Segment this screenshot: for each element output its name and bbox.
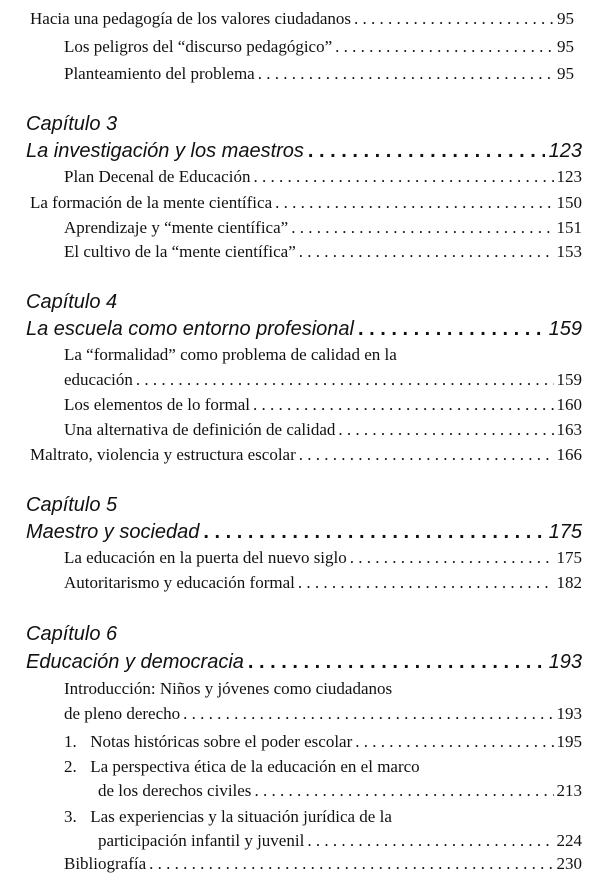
toc-entry[interactable] [98, 780, 582, 802]
toc-entry[interactable] [64, 166, 582, 188]
toc-entry[interactable] [30, 8, 574, 30]
toc-entry[interactable] [64, 36, 574, 58]
toc-dot-leader [291, 217, 553, 239]
toc-dot-leader [338, 419, 553, 441]
toc-entry-title-line1: La “formalidad” como problema de calidad en la [64, 345, 397, 364]
toc-entry-number: 3. [64, 807, 77, 826]
toc-entry-title: Notas históricas sobre el poder escolar [90, 732, 353, 751]
toc-entry-page: 95 [557, 64, 574, 83]
toc-entry-title: El cultivo de la “mente científica” [64, 242, 296, 261]
toc-entry-title-line1: Introducción: Niños y jóvenes como ciudadanos [64, 679, 393, 698]
chapter-page: 175 [548, 521, 582, 543]
chapter-4-title-entry[interactable] [26, 316, 582, 342]
toc-entry[interactable] [64, 217, 582, 239]
toc-dot-leader [258, 63, 554, 85]
toc-entry[interactable] [64, 572, 582, 594]
chapter-page: 159 [548, 318, 582, 340]
toc-dot-leader [308, 138, 545, 164]
chapter-6-title-entry[interactable] [26, 649, 582, 675]
toc-entry-title: Bibliografía [64, 854, 147, 873]
toc-entry-page: 159 [556, 370, 582, 389]
toc-entry-page: 182 [556, 573, 582, 592]
toc-entry[interactable] [64, 547, 582, 569]
toc-entry-title: Una alternativa de definición de calidad [64, 420, 336, 439]
chapter-title: La investigación y los maestros [26, 140, 304, 162]
toc-entry-page: 95 [557, 37, 574, 56]
toc-entry[interactable] [64, 241, 582, 263]
toc-entry[interactable] [64, 419, 582, 441]
toc-dot-leader [136, 369, 554, 391]
toc-entry-page: 95 [557, 9, 574, 28]
toc-entry[interactable] [64, 369, 582, 391]
toc-entry-title: de pleno derecho [64, 704, 181, 723]
toc-entry-title: participación infantil y juvenil [98, 831, 305, 850]
toc-dot-leader [307, 830, 553, 852]
chapter-page: 193 [548, 651, 582, 673]
toc-dot-leader [183, 703, 553, 725]
toc-entry-title-line1: 2. La perspectiva ética de la educación en el marco [64, 757, 420, 776]
toc-entry-title: educación [64, 370, 133, 389]
chapter-title: Educación y democracia [26, 651, 244, 673]
toc-entry[interactable] [64, 63, 574, 85]
toc-entry[interactable] [98, 830, 582, 852]
toc-entry[interactable] [30, 444, 582, 466]
toc-entry-title: Aprendizaje y “mente científica” [64, 218, 289, 237]
toc-entry-title: de los derechos civiles [98, 781, 252, 800]
toc-entry[interactable] [64, 703, 582, 725]
toc-entry-page: 150 [556, 193, 582, 212]
toc-entry-page: 224 [556, 831, 582, 850]
toc-entry-number: 1. [64, 732, 77, 751]
toc-entry-page: 151 [556, 218, 582, 237]
toc-dot-leader [299, 241, 554, 263]
toc-entry-page: 166 [556, 445, 582, 464]
toc-dot-leader [355, 731, 553, 753]
toc-dot-leader [253, 166, 553, 188]
toc-entry-title: Maltrato, violencia y estructura escolar [30, 445, 296, 464]
toc-dot-leader [335, 36, 554, 58]
toc-dot-leader [354, 8, 554, 30]
toc-dot-leader [203, 519, 544, 545]
chapter-5-title-entry[interactable] [26, 519, 582, 545]
toc-entry-title: La educación en la puerta del nuevo siglo [64, 548, 347, 567]
toc-entry-title: Hacia una pedagogía de los valores ciudadanos [30, 9, 351, 28]
toc-dot-leader [253, 394, 553, 416]
chapter-page: 123 [548, 140, 582, 162]
chapter-title: Maestro y sociedad [26, 521, 200, 543]
toc-entry-page: 163 [556, 420, 582, 439]
toc-entry-page: 195 [556, 732, 582, 751]
toc-entry-title-line1: 3. Las experiencias y la situación jurídica de la [64, 807, 392, 826]
toc-entry[interactable] [64, 731, 582, 753]
toc-entry-title: Los elementos de lo formal [64, 395, 251, 414]
toc-dot-leader [275, 192, 553, 214]
toc-entry-title: Autoritarismo y educación formal [64, 573, 295, 592]
toc-dot-leader [298, 572, 554, 594]
chapter-6-label: Capítulo 6 [26, 623, 118, 645]
toc-dot-leader [350, 547, 554, 569]
toc-entry-page: 175 [556, 548, 582, 567]
toc-entry[interactable] [64, 394, 582, 416]
toc-entry-title: Plan Decenal de Educación [64, 167, 251, 186]
toc-dot-leader [149, 853, 553, 875]
toc-dot-leader [358, 316, 545, 342]
chapter-title: La escuela como entorno profesional [26, 318, 354, 340]
chapter-3-label: Capítulo 3 [26, 113, 118, 135]
toc-entry-number: 2. [64, 757, 77, 776]
toc-entry[interactable] [30, 192, 582, 214]
toc-entry-title: La formación de la mente científica [30, 193, 273, 212]
toc-dot-leader [299, 444, 554, 466]
chapter-3-title-entry[interactable] [26, 138, 582, 164]
toc-dot-leader [248, 649, 545, 675]
toc-entry-page: 230 [556, 854, 582, 873]
toc-entry[interactable] [64, 853, 582, 875]
toc-entry-page: 123 [556, 167, 582, 186]
toc-entry-page: 153 [556, 242, 582, 261]
toc-entry-title: Los peligros del “discurso pedagógico” [64, 37, 333, 56]
chapter-4-label: Capítulo 4 [26, 291, 118, 313]
toc-entry-page: 160 [556, 395, 582, 414]
toc-entry-title: Planteamiento del problema [64, 64, 255, 83]
toc-entry-page: 213 [556, 781, 582, 800]
toc-dot-leader [254, 780, 553, 802]
chapter-5-label: Capítulo 5 [26, 494, 118, 516]
toc-entry-page: 193 [556, 704, 582, 723]
